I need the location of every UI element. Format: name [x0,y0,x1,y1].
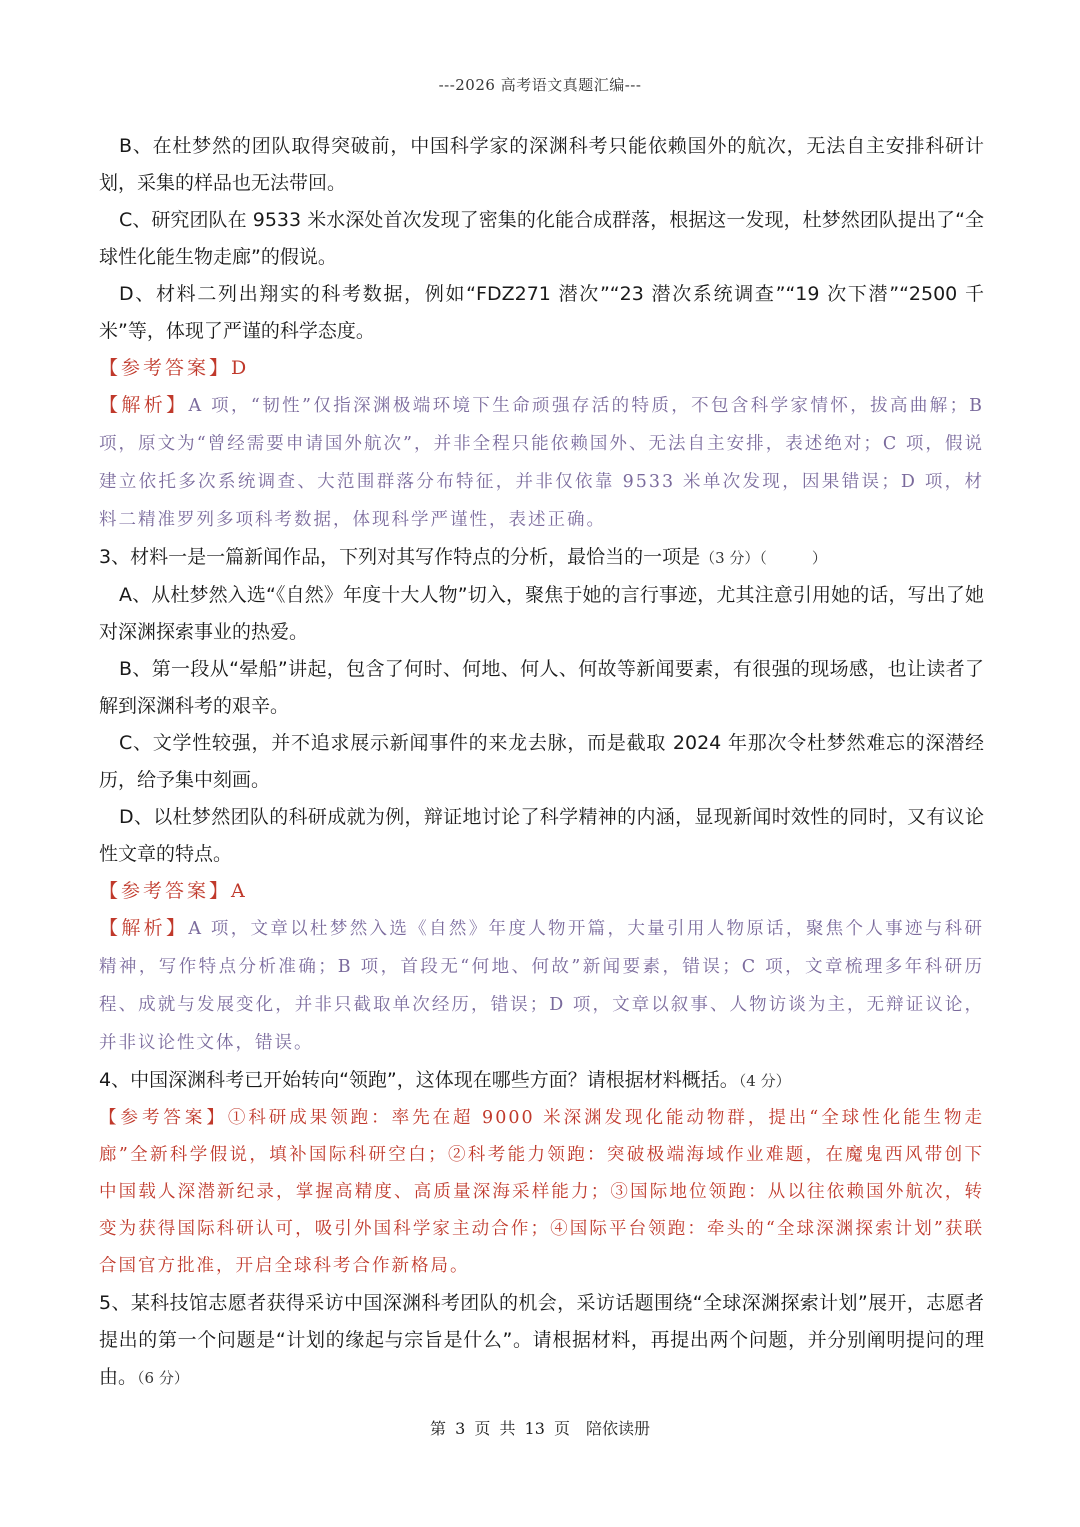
page-footer: 第 3 页 共 13 页 陪依读册 [430,1419,650,1438]
answer-tag: 【参考答案】 [99,357,232,379]
question-4 [99,1062,984,1100]
q3-analysis-text: A 项，文章以杜梦然入选《自然》年度人物开篇，大量引用人物原话，聚焦个人事迹与科研精神，写作特点分析准确；B 项，首段无“何地、何故”新闻要素，错误；C 项，文章梳理多年科研历程、成就与发展变化，并非只截取单次经历，错误；D 项，文章以叙事、人物访谈为主，无辩证议论，并非议论性文体，错误。 [99,919,984,1053]
q3-analysis-tag: 【解析】 [99,917,189,939]
question-3-stem: 3、材料一是一篇新闻作品，下列对其写作特点的分析，最恰当的一项是 [99,546,701,568]
q4-answer-text: ①科研成果领跑：率先在超 9000 米深渊发现化能动物群，提出“全球性化能生物走廊”全新科学假说，填补国际科研空白；②科考能力领跑：突破极端海域作业难题，在魔鬼西风带创下中国载人深潜新纪录，掌握高精度、高质量深海采样能力；③国际地位领跑：从以往依赖国外航次，转变为获得国际科研认可，吸引外国科学家主动合作；④国际平台领跑：牵头的“全球深渊探索计划”获联合国官方批准，开启全球科考合作新格局。 [99,1108,985,1276]
page-content [99,128,984,1397]
answer-line [99,350,984,387]
q3-option-a: A、从杜梦然入选“《自然》年度十大人物”切入，聚焦于她的言行事迹，尤其注意引用她的话，写出了她对深渊探索事业的热爱。 [99,584,984,643]
option-d: D、材料二列出翔实的科考数据，例如“FDZ271 潜次”“23 潜次系统调查”“19 次下潜”“2500 千米”等，体现了严谨的科学态度。 [99,283,984,342]
question-5 [99,1285,984,1397]
q3-option-c: C、文学性较强，并不追求展示新闻事件的来龙去脉，而是截取 2024 年那次令杜梦然难忘的深潜经历，给予集中刻画。 [99,732,984,791]
q3-answer-line [99,873,984,910]
question-3 [99,539,984,577]
question-5-stem: 5、某科技馆志愿者获得采访中国深渊科考团队的机会，采访话题围绕“全球深渊探索计划”展开，志愿者提出的第一个问题是“计划的缘起与宗旨是什么”。请根据材料，再提出两个问题，并分别阐明提问的理由。 [99,1292,984,1388]
question-3-score: （3 分）（ ） [700,549,827,567]
answer-value: D [231,357,247,379]
q3-option-b: B、第一段从“晕船”讲起，包含了何时、何地、何人、何故等新闻要素，有很强的现场感，也让读者了解到深渊科考的艰辛。 [99,658,984,717]
analysis-text: A 项，“韧性”仅指深渊极端环境下生命顽强存活的特质，不包含科学家情怀，拔高曲解；B 项，原文为“曾经需要申请国外航次”，并非全程只能依赖国外、无法自主安排，表述绝对；C 项，假说建立依托多次系统调查、大范围群落分布特征，并非仅依靠 9533 米单次发现，因果错误；D 项，材料二精准罗列多项科考数据，体现科学严谨性，表述正确。 [99,396,984,530]
question-5-score: （6 分） [137,1369,189,1387]
question-4-stem: 4、中国深渊科考已开始转向“领跑”，这体现在哪些方面？请根据材料概括。 [99,1069,739,1091]
option-c: C、研究团队在 9533 米水深处首次发现了密集的化能合成群落，根据这一发现，杜梦然团队提出了“全球性化能生物走廊”的假说。 [99,209,984,268]
page-header: ---2026 高考语文真题汇编--- [438,76,642,94]
option-b: B、在杜梦然的团队取得突破前，中国科学家的深渊科考只能依赖国外的航次，无法自主安排科研计划，采集的样品也无法带回。 [99,135,984,194]
analysis-block [99,387,984,539]
q3-option-d: D、以杜梦然团队的科研成就为例，辩证地讨论了科学精神的内涵，显现新闻时效性的同时，又有议论性文章的特点。 [99,806,984,865]
q3-answer-tag: 【参考答案】 [99,880,232,902]
q3-analysis-block [99,910,984,1062]
q4-answer-block [99,1100,984,1285]
q3-answer-value: A [231,880,245,902]
q4-answer-tag: 【参考答案】 [99,1108,228,1128]
analysis-tag: 【解析】 [99,394,189,416]
question-4-score: （4 分） [738,1072,791,1090]
